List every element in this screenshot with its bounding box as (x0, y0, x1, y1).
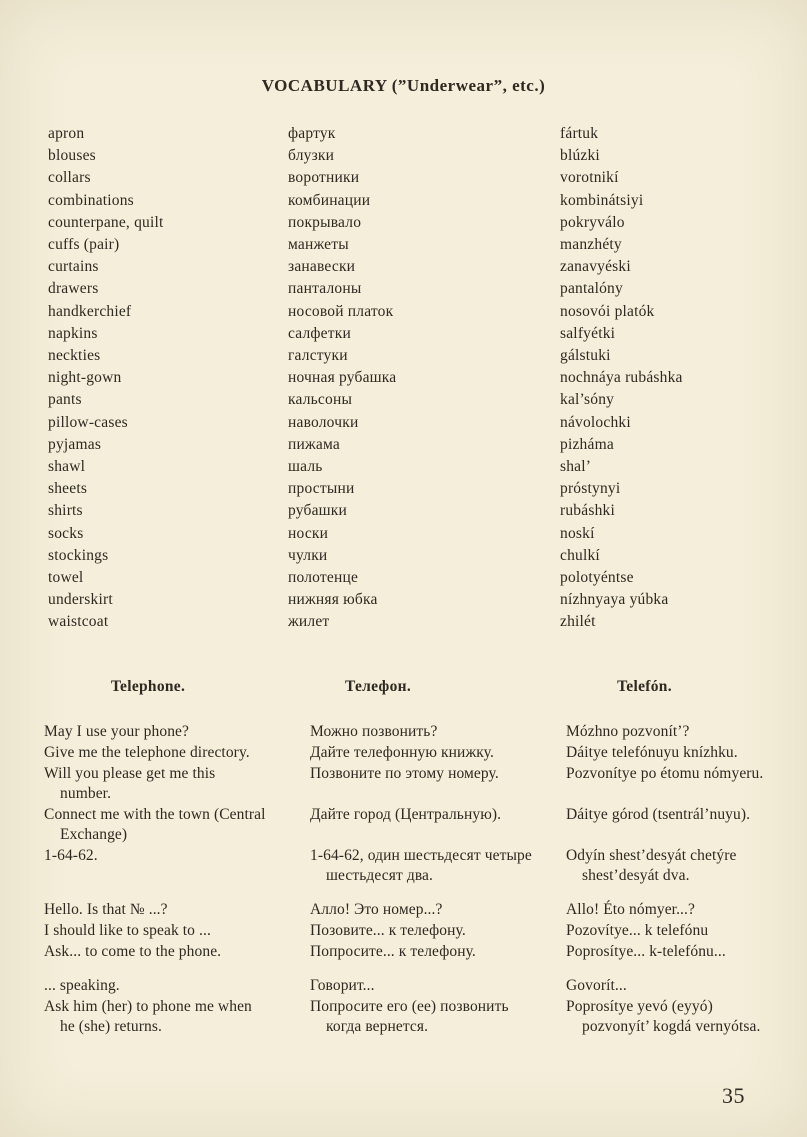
vocab-translit: manzhéty (560, 236, 622, 254)
phrase-russian: Позовите... к телефону. (310, 921, 466, 939)
vocab-row (48, 145, 781, 167)
vocab-russian: занавески (288, 258, 356, 276)
vocab-russian: рубашки (288, 502, 348, 520)
vocab-english: towel (48, 569, 84, 587)
vocab-translit: chulkí (560, 546, 600, 564)
vocab-russian: галстуки (288, 347, 348, 365)
vocab-row (48, 389, 781, 411)
phrase-row (44, 764, 783, 804)
vocab-translit: polotyéntse (560, 569, 634, 587)
phrase-english: Ask him (her) to phone me when he (she) returns. (44, 997, 252, 1035)
page-number: 35 (722, 1083, 745, 1108)
phrase-row (44, 997, 783, 1037)
vocab-russian: полотенце (288, 569, 359, 587)
vocab-translit: kal’sóny (560, 391, 615, 409)
phrase-russian: Дайте город (Центральную). (310, 805, 502, 823)
phrase-english: 1-64-62. (44, 846, 98, 864)
vocab-row (48, 167, 781, 189)
vocab-russian: покрывало (288, 213, 362, 231)
vocab-english: neckties (48, 347, 101, 365)
vocab-english: stockings (48, 546, 109, 564)
vocab-row (48, 412, 781, 434)
vocab-row (48, 212, 781, 234)
vocabulary-table (0, 96, 807, 634)
vocab-english: drawers (48, 280, 99, 298)
vocab-english: pillow-cases (48, 413, 128, 431)
vocab-row (48, 567, 781, 589)
phrase-english: Connect me with the town (Central Exchange) (44, 805, 266, 843)
vocab-russian: носки (288, 524, 329, 542)
phrase-russian: Алло! Это номер...? (310, 900, 443, 918)
vocab-translit: nízhnyaya yúbka (560, 591, 669, 609)
vocab-english: sheets (48, 480, 88, 498)
vocab-english: night-gown (48, 369, 122, 387)
vocab-translit: nosovói platók (560, 302, 655, 320)
vocab-english: shirts (48, 502, 83, 520)
vocab-translit: pantalóny (560, 280, 623, 298)
vocab-russian: нижняя юбка (288, 591, 378, 609)
phrase-translit: Poprosítye yevó (eyyó) pozvonyít’ kogdá vernyótsa. (566, 997, 761, 1035)
heading-english: Telephone. (110, 677, 186, 695)
vocab-russian: пижама (288, 435, 340, 453)
vocab-english: shawl (48, 458, 86, 476)
vocab-russian: наволочки (288, 413, 359, 431)
heading-translit: Telefón. (617, 677, 672, 695)
vocab-english: cuffs (pair) (48, 236, 120, 254)
phrase-translit: Mózhno pozvonít’? (566, 722, 690, 740)
phrase-russian: Говорит... (310, 976, 375, 994)
phrase-russian: Дайте телефонную книжку. (310, 743, 494, 761)
vocab-row (48, 323, 781, 345)
vocab-russian: простыни (288, 480, 355, 498)
phrase-english: ... speaking. (44, 976, 120, 994)
vocab-russian: носовой платок (288, 302, 394, 320)
vocab-row (48, 367, 781, 389)
vocab-translit: pokryválo (560, 213, 625, 231)
telephone-phrases (0, 696, 807, 1037)
phrase-translit: Govorít... (566, 976, 627, 994)
vocab-russian: воротники (288, 169, 360, 187)
phrase-row (44, 743, 783, 763)
vocab-translit: rubáshki (560, 502, 615, 520)
phrase-row (44, 722, 783, 742)
vocab-translit: pizháma (560, 435, 614, 453)
phrase-row (44, 900, 783, 920)
heading-russian: Телефон. (344, 677, 412, 695)
vocab-english: curtains (48, 258, 99, 276)
vocab-russian: салфетки (288, 324, 351, 342)
vocab-translit: fártuk (560, 125, 599, 142)
vocab-english: socks (48, 524, 84, 542)
vocab-english: pants (48, 391, 82, 409)
phrase-row (44, 942, 783, 962)
vocab-russian: блузки (288, 147, 335, 165)
telephone-headings (0, 634, 807, 696)
vocab-translit: zanavyéski (560, 258, 631, 276)
vocab-row (48, 278, 781, 300)
phrase-russian: 1-64-62, один шестьдесят четыре шестьдесят два. (310, 846, 532, 884)
vocab-row (48, 301, 781, 323)
vocab-row (48, 123, 781, 145)
vocab-row (48, 190, 781, 212)
phrase-translit: Dáitye górod (tsentrál’nuyu). (566, 805, 751, 823)
phrase-english: Will you please get me this number. (44, 764, 216, 802)
vocab-english: apron (48, 125, 85, 142)
vocab-russian: комбинации (288, 191, 371, 209)
vocab-row (48, 478, 781, 500)
phrase-translit: Pozvonítye po étomu nómyeru. (566, 764, 764, 782)
vocab-translit: salfyétki (560, 324, 616, 342)
phrase-translit: Odyín shest’desyát chetýre shest’desyát dva. (566, 846, 737, 884)
vocab-english: counterpane, quilt (48, 213, 164, 231)
vocab-row (48, 234, 781, 256)
vocab-translit: kombinátsiyi (560, 191, 644, 209)
vocab-translit: vorotnikí (560, 169, 619, 187)
vocab-row (48, 500, 781, 522)
phrase-russian: Попросите его (ее) позвонить когда вернется. (310, 997, 509, 1035)
vocab-english: napkins (48, 324, 98, 342)
phrase-english: I should like to speak to ... (44, 921, 211, 939)
vocab-row (48, 611, 781, 633)
phrase-row (44, 805, 783, 845)
vocab-translit: nochnáya rubáshka (560, 369, 683, 387)
vocab-row (48, 456, 781, 478)
vocab-translit: návolochki (560, 413, 631, 431)
vocab-russian: чулки (288, 546, 328, 564)
phrase-russian: Попросите... к телефону. (310, 942, 476, 960)
vocab-row (48, 434, 781, 456)
phrase-english: Ask... to come to the phone. (44, 942, 222, 960)
phrase-translit: Allo! Éto nómyer...? (566, 900, 695, 918)
vocab-russian: фартук (288, 125, 336, 142)
vocab-english: blouses (48, 147, 96, 165)
vocab-translit: blúzki (560, 147, 600, 165)
vocab-translit: shal’ (560, 458, 592, 476)
vocab-translit: noskí (560, 524, 595, 542)
phrase-translit: Dáitye telefónuyu knízhku. (566, 743, 738, 761)
vocab-row (48, 345, 781, 367)
vocab-russian: ночная рубашка (288, 369, 397, 387)
vocab-translit: zhilét (560, 613, 596, 631)
phrase-russian: Можно позвонить? (310, 722, 438, 740)
phrase-translit: Poprosítye... k-telefónu... (566, 942, 726, 960)
vocab-russian: жилет (288, 613, 330, 631)
phrase-english: Hello. Is that № ...? (44, 900, 168, 918)
phrase-english: Give me the telephone directory. (44, 743, 250, 761)
vocab-english: pyjamas (48, 435, 102, 453)
vocab-russian: кальсоны (288, 391, 353, 409)
page-title: VOCABULARY (”Underwear”, etc.) (261, 76, 546, 95)
phrase-english: May I use your phone? (44, 722, 190, 740)
vocab-row (48, 545, 781, 567)
vocab-russian: манжеты (288, 236, 349, 254)
vocab-english: combinations (48, 191, 134, 209)
vocab-translit: gálstuki (560, 347, 611, 365)
vocab-row (48, 589, 781, 611)
vocab-english: underskirt (48, 591, 113, 609)
phrase-translit: Pozovítye... k telefónu (566, 921, 709, 939)
phrase-row (44, 846, 783, 886)
phrase-row (44, 921, 783, 941)
vocab-english: collars (48, 169, 91, 187)
vocab-english: handkerchief (48, 302, 132, 320)
vocab-row (48, 256, 781, 278)
vocab-translit: próstynyi (560, 480, 621, 498)
vocab-russian: шаль (288, 458, 323, 476)
phrase-russian: Позвоните по этому номеру. (310, 764, 499, 782)
vocab-russian: панталоны (288, 280, 362, 298)
phrase-row (44, 976, 783, 996)
vocab-row (48, 523, 781, 545)
vocab-english: waistcoat (48, 613, 109, 631)
